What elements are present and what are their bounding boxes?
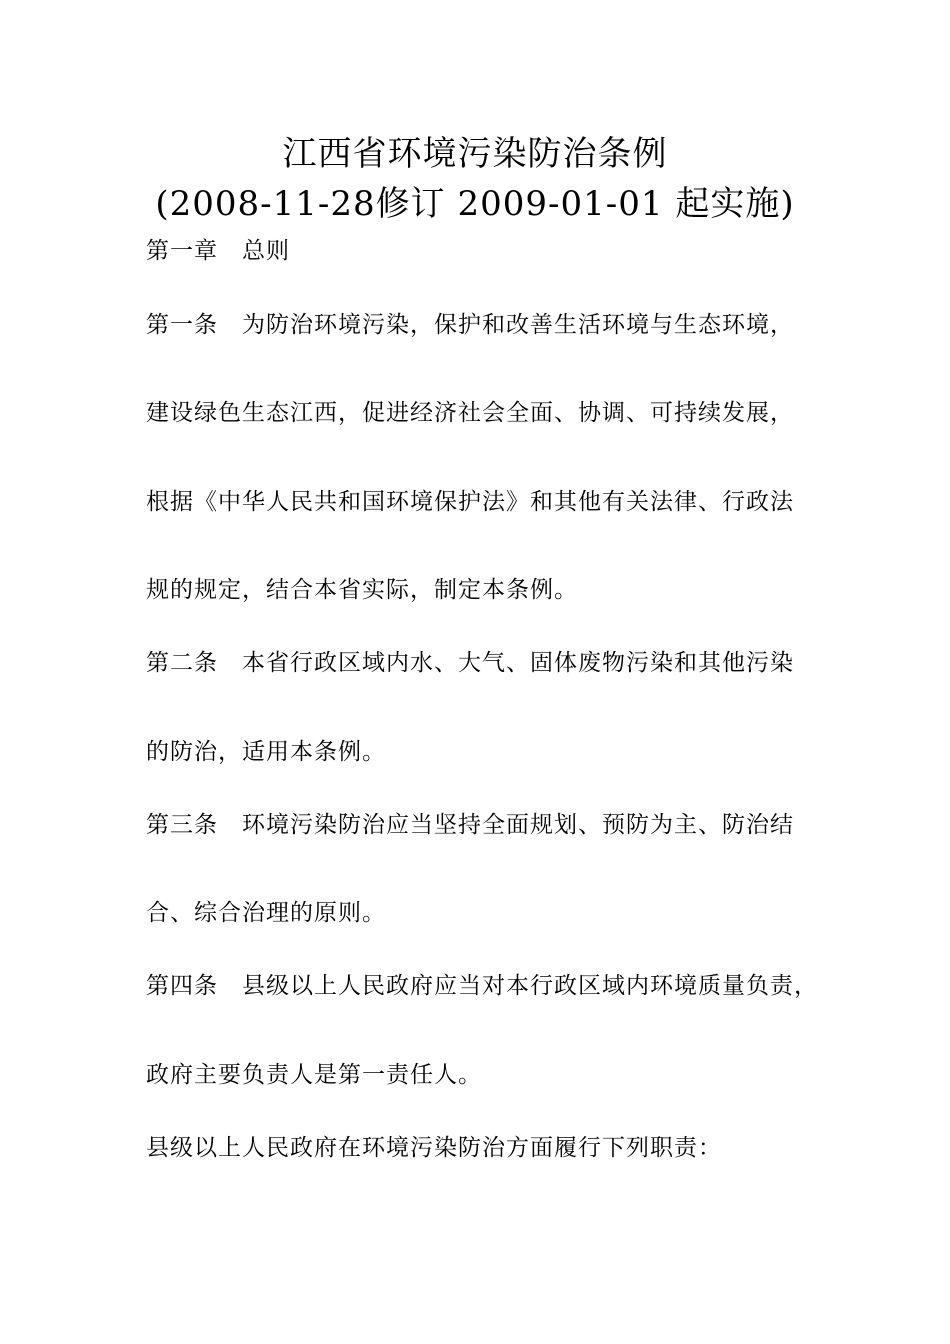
article-1-line-1 [146, 310, 794, 340]
article-label: 第三条 [146, 812, 218, 838]
article-4-line-3: 县级以上人民政府在环境污染防治方面履行下列职责： [146, 1135, 722, 1161]
chapter-label: 第一章 [146, 238, 218, 264]
article-1-line-3: 根据《中华人民共和国环境保护法》和其他有关法律、行政法 [146, 489, 794, 515]
article-text: 环境污染防治应当坚持全面规划、预防为主、防治结 [242, 812, 794, 838]
document-title: 江西省环境污染防治条例 [282, 134, 668, 174]
chapter-heading [146, 236, 290, 266]
article-text: 县级以上人民政府应当对本行政区域内环境质量负责， [242, 973, 818, 999]
article-1-line-4: 规的规定，结合本省实际，制定本条例。 [146, 577, 578, 603]
article-2-line-1 [146, 648, 794, 678]
article-3-line-2: 合、综合治理的原则。 [146, 900, 386, 926]
article-label: 第二条 [146, 650, 218, 676]
article-label: 第四条 [146, 973, 218, 999]
document-subtitle: (2008-11-28修订 2009-01-01 起实施) [155, 184, 795, 224]
article-text: 为防治环境污染，保护和改善生活环境与生态环境， [242, 312, 794, 338]
article-2-line-2: 的防治，适用本条例。 [146, 739, 386, 765]
article-4-line-1 [146, 971, 818, 1001]
article-text: 本省行政区域内水、大气、固体废物污染和其他污染 [242, 650, 794, 676]
article-3-line-1 [146, 810, 794, 840]
article-1-line-2: 建设绿色生态江西，促进经济社会全面、协调、可持续发展， [146, 400, 794, 426]
article-label: 第一条 [146, 312, 218, 338]
article-4-line-2: 政府主要负责人是第一责任人。 [146, 1062, 482, 1088]
chapter-name: 总则 [242, 238, 290, 264]
